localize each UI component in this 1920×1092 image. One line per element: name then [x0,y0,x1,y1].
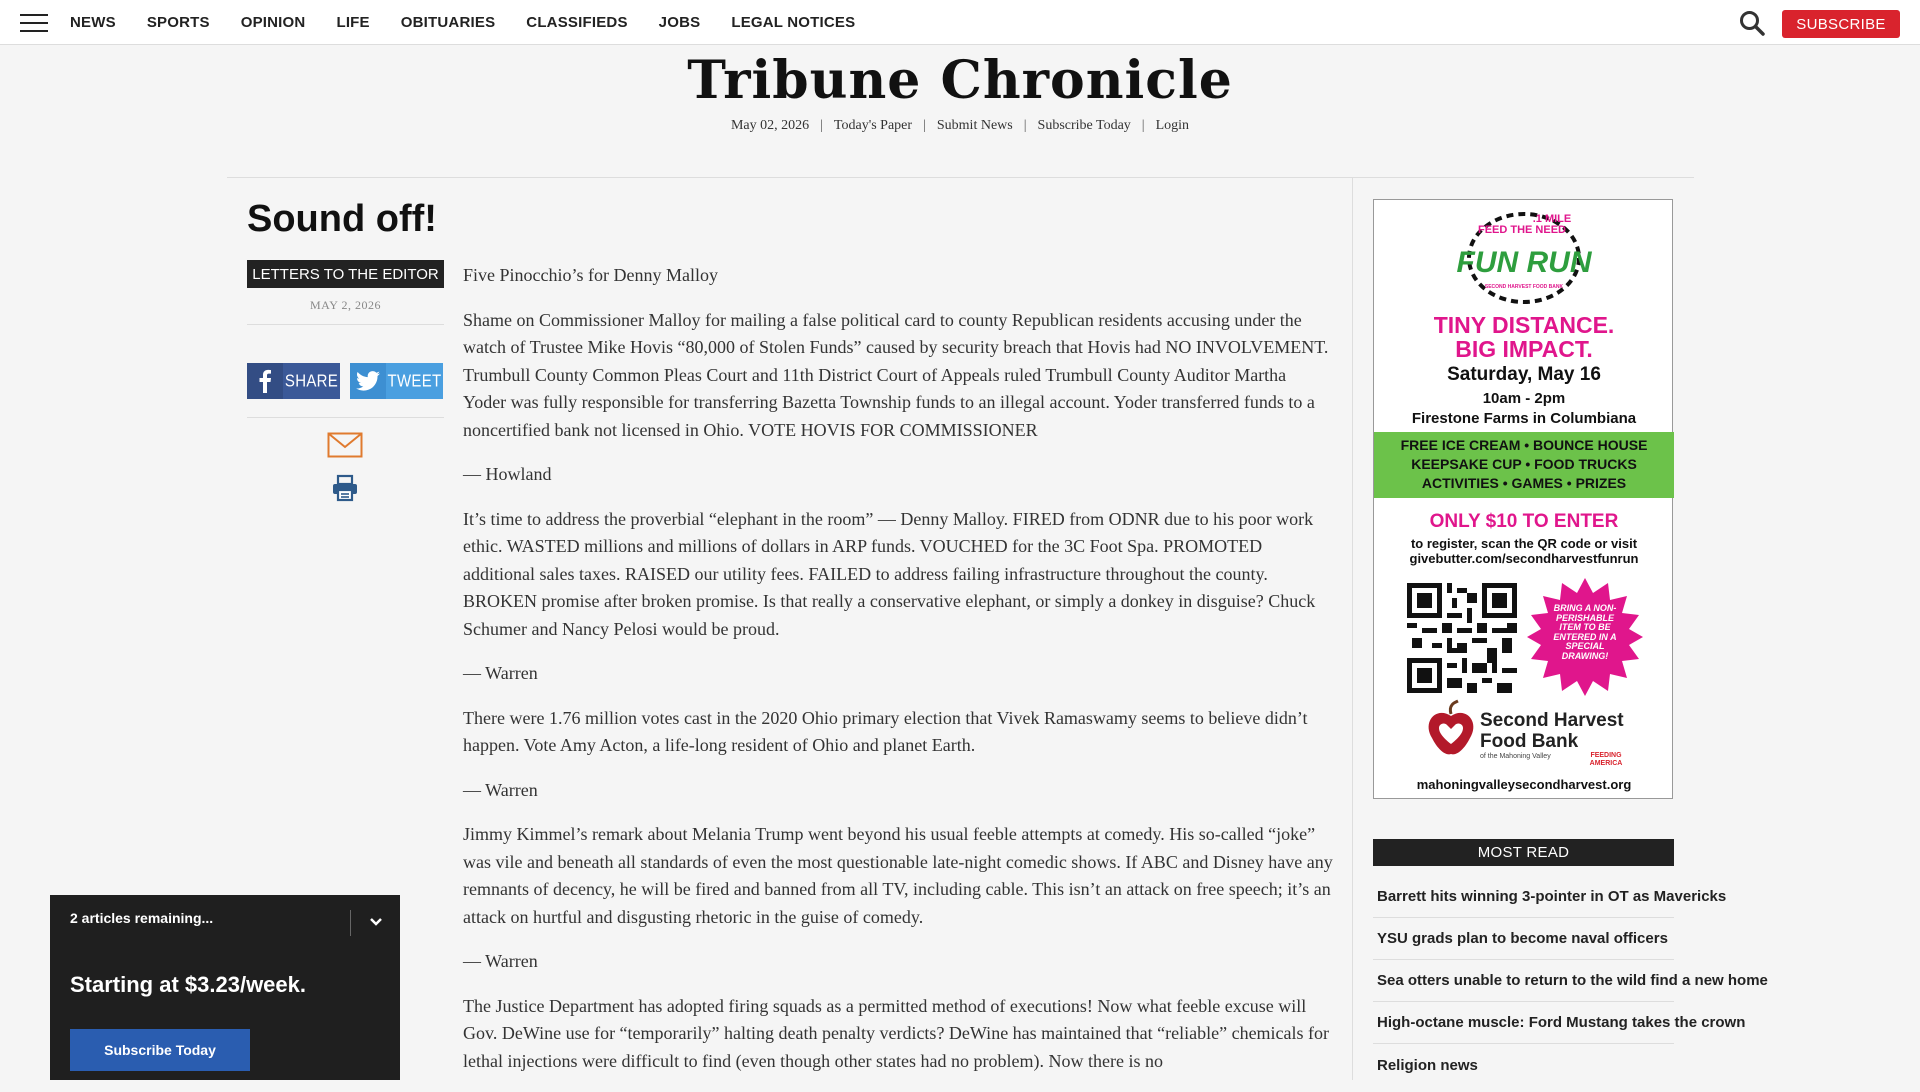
top-nav [0,0,1920,45]
todays-paper-link[interactable]: Today's Paper [833,118,913,133]
subscribe-today-link[interactable]: Subscribe Today [1037,118,1131,133]
facebook-icon [247,363,283,399]
most-read-list [1373,876,1768,1086]
twitter-icon [350,363,386,399]
article-paragraph: Five Pinocchio’s for Denny Malloy [463,265,718,285]
ad-org-url: mahoningvalleysecondharvest.org [1416,777,1632,792]
masthead-links [0,118,1920,134]
subscribe-button[interactable]: SUBSCRIBE [1782,10,1900,38]
article-body [463,262,1333,1092]
nav-obituaries[interactable]: OBITUARIES [400,14,496,31]
ad-perk: ACTIVITIES • GAMES • PRIZES [1421,475,1627,491]
nav-news[interactable]: NEWS [70,14,116,31]
nav-life[interactable]: LIFE [336,14,370,31]
article-paragraph: Shame on Commissioner Malloy for mailing a false political card to county Republican residents accusing under the watch of Trustee Mike Hovis “80,000 of Stolen Funds” caused by security breach that Hovis had NO INVOLVEMENT. Trumbull County Common Pleas Court and 11th District Court of Appeals ruled Trumbull County Auditor Martha Yoder was fully responsible for transferring Bazetta Township funds to an illegal account. Yoder transferred funds to a noncertified bank not licensed in Ohio. VOTE HOVIS FOR COMMISSIONER [463,309,1329,440]
submit-news-link[interactable]: Submit News [936,118,1013,133]
article-paragraph: — Warren [463,779,538,800]
article-paragraph: — Warren [463,951,538,971]
article-paragraph: The Justice Department has adopted firing squads as a permitted method of executions! Now what feeble excuse will Gov. DeWine use for “temporarily” halting death penalty verdicts? DeWine has maintained that “reliable” chemicals for lethal injections were difficult to find (even though other states had no problem). Now there is no [463,995,1330,1071]
paywall-widget [50,895,400,1080]
separator: | [1141,118,1145,133]
most-read-link[interactable]: High-octane muscle: Ford Mustang takes the crown [1377,1014,1746,1031]
twitter-share-button[interactable] [350,363,443,399]
share-label: SHARE [284,371,339,391]
ad-headline-2: BIG IMPACT. [1455,336,1593,362]
content-divider [227,177,1694,178]
site-logo[interactable]: Tribune Chronicle [687,50,1233,111]
most-read-item[interactable] [1373,1044,1674,1086]
most-read-link[interactable]: Sea otters unable to return to the wild find a new home [1377,972,1768,989]
main-nav [70,0,855,45]
qr-code [1407,583,1517,693]
apple-heart-logo [1426,700,1476,758]
masthead-date: May 02, 2026 [730,118,810,133]
column-divider [1352,178,1353,1080]
print-icon[interactable] [331,474,359,502]
org-name-block [1480,710,1670,767]
masthead [0,50,1920,134]
ad-price: ONLY $10 TO ENTER [1429,511,1619,532]
section-label[interactable]: LETTERS TO THE EDITOR [247,260,444,288]
badge-top-text: FEED THE NEED [1477,224,1567,236]
article-paragraph: — Warren [463,663,538,683]
facebook-share-button[interactable] [247,363,340,399]
subscribe-today-button[interactable]: Subscribe Today [70,1029,250,1071]
partner-logo: FEEDING AMERICA [1589,752,1623,767]
most-read-item[interactable] [1373,876,1727,918]
nav-sports[interactable]: SPORTS [146,14,210,31]
ad-headline-1: TINY DISTANCE. [1433,312,1615,338]
bring-item-burst [1524,576,1646,698]
most-read-item[interactable] [1373,960,1768,1002]
most-read-item[interactable] [1373,1002,1746,1044]
ad-perk: KEEPSAKE CUP • FOOD TRUCKS [1411,456,1637,472]
divider [247,417,444,418]
divider [350,910,351,936]
menu-icon[interactable] [20,14,48,32]
ad-register-url: givebutter.com/secondharvestfunrun [1409,551,1639,566]
article-date: MAY 2, 2026 [310,298,381,312]
article-paragraph: There were 1.76 million votes cast in the 2020 Ohio primary election that Vivek Ramaswamy seems to believe didn’t happen. Vote Amy Acton, a life-long resident of Ohio and planet Earth. [463,707,1308,755]
separator: | [923,118,926,133]
org-name-line-3: of the Mahoning Valley [1480,753,1551,760]
article-title: Sound off! [247,198,437,240]
ad-perk: FREE ICE CREAM • BOUNCE HOUSE [1400,437,1648,453]
search-icon[interactable] [1739,10,1765,36]
tweet-label: TWEET [387,371,442,391]
most-read-link[interactable]: Barrett hits winning 3-pointer in OT as Mavericks [1377,888,1727,905]
nav-classifieds[interactable]: CLASSIFIEDS [526,14,628,31]
badge-distance: .1 MILE [1532,213,1572,225]
article-paragraph: It’s time to address the proverbial “elephant in the room” — Denny Malloy. FIRED from ODNR due to his poor work ethic. WASTED millions and millions of dollars in ARP funds. VOUCHED for the 3C Foot Spa. PROMOTED additional sales taxes. RAISED our utility fees. FAILED to address failing infrastructure throughout the county. BROKEN promise after broken promise. Is that really a conservative elephant, or simply a donkey in disguise? Chuck Schumer and Nancy Pelosi would be proud. [463,508,1316,639]
ad-price-block [1374,511,1674,566]
ad-headline-block [1374,313,1674,427]
ad-location: Firestone Farms in Columbiana [1411,410,1637,427]
fun-run-badge [1374,200,1674,310]
badge-sub-text: SECOND HARVEST FOOD BANK [1484,284,1564,290]
most-read-link[interactable]: YSU grads plan to become naval officers [1377,930,1668,947]
nav-jobs[interactable]: JOBS [658,14,701,31]
ad-date: Saturday, May 16 [1447,364,1601,385]
separator: | [820,118,823,133]
ad-time: 10am - 2pm [1482,390,1566,407]
badge-main-text: FUN RUN [1456,246,1592,279]
org-name-line-1: Second Harvest [1480,710,1624,731]
most-read-link[interactable]: Religion news [1377,1056,1478,1074]
paywall-price: Starting at $3.23/week. [70,972,306,997]
divider [247,324,444,325]
article-paragraph: — Howland [463,464,552,484]
nav-legal-notices[interactable]: LEGAL NOTICES [731,14,856,31]
ad-register-line: to register, scan the QR code or visit [1410,536,1638,551]
burst-text: BRING A NON-PERISHABLE ITEM TO BE ENTERED IN A SPECIAL DRAWING! [1553,603,1617,661]
chevron-down-icon[interactable] [366,912,386,932]
article-paragraph: Jimmy Kimmel’s remark about Melania Trump went beyond his usual feeble attempts at comedy. His so-called “joke” was vile and beneath all standards of even the most questionable late-night comedic shows. If ABC and Disney have any remnants of decency, he will be fired and banned from all TV, including cable. This isn’t an attack on free speech; it’s an attack on hurtful and disgusting rhetoric in the guise of comedy. [463,824,1333,927]
fun-run-advertisement[interactable] [1373,199,1673,799]
email-icon[interactable] [327,432,363,458]
most-read-heading: MOST READ [1373,839,1674,866]
org-name-line-2: Food Bank [1480,731,1579,752]
articles-remaining: 2 articles remaining... [70,910,214,926]
ad-perks-band [1374,432,1674,498]
separator: | [1023,118,1027,133]
login-link[interactable]: Login [1155,118,1190,133]
nav-opinion[interactable]: OPINION [240,14,306,31]
most-read-item[interactable] [1373,918,1674,960]
